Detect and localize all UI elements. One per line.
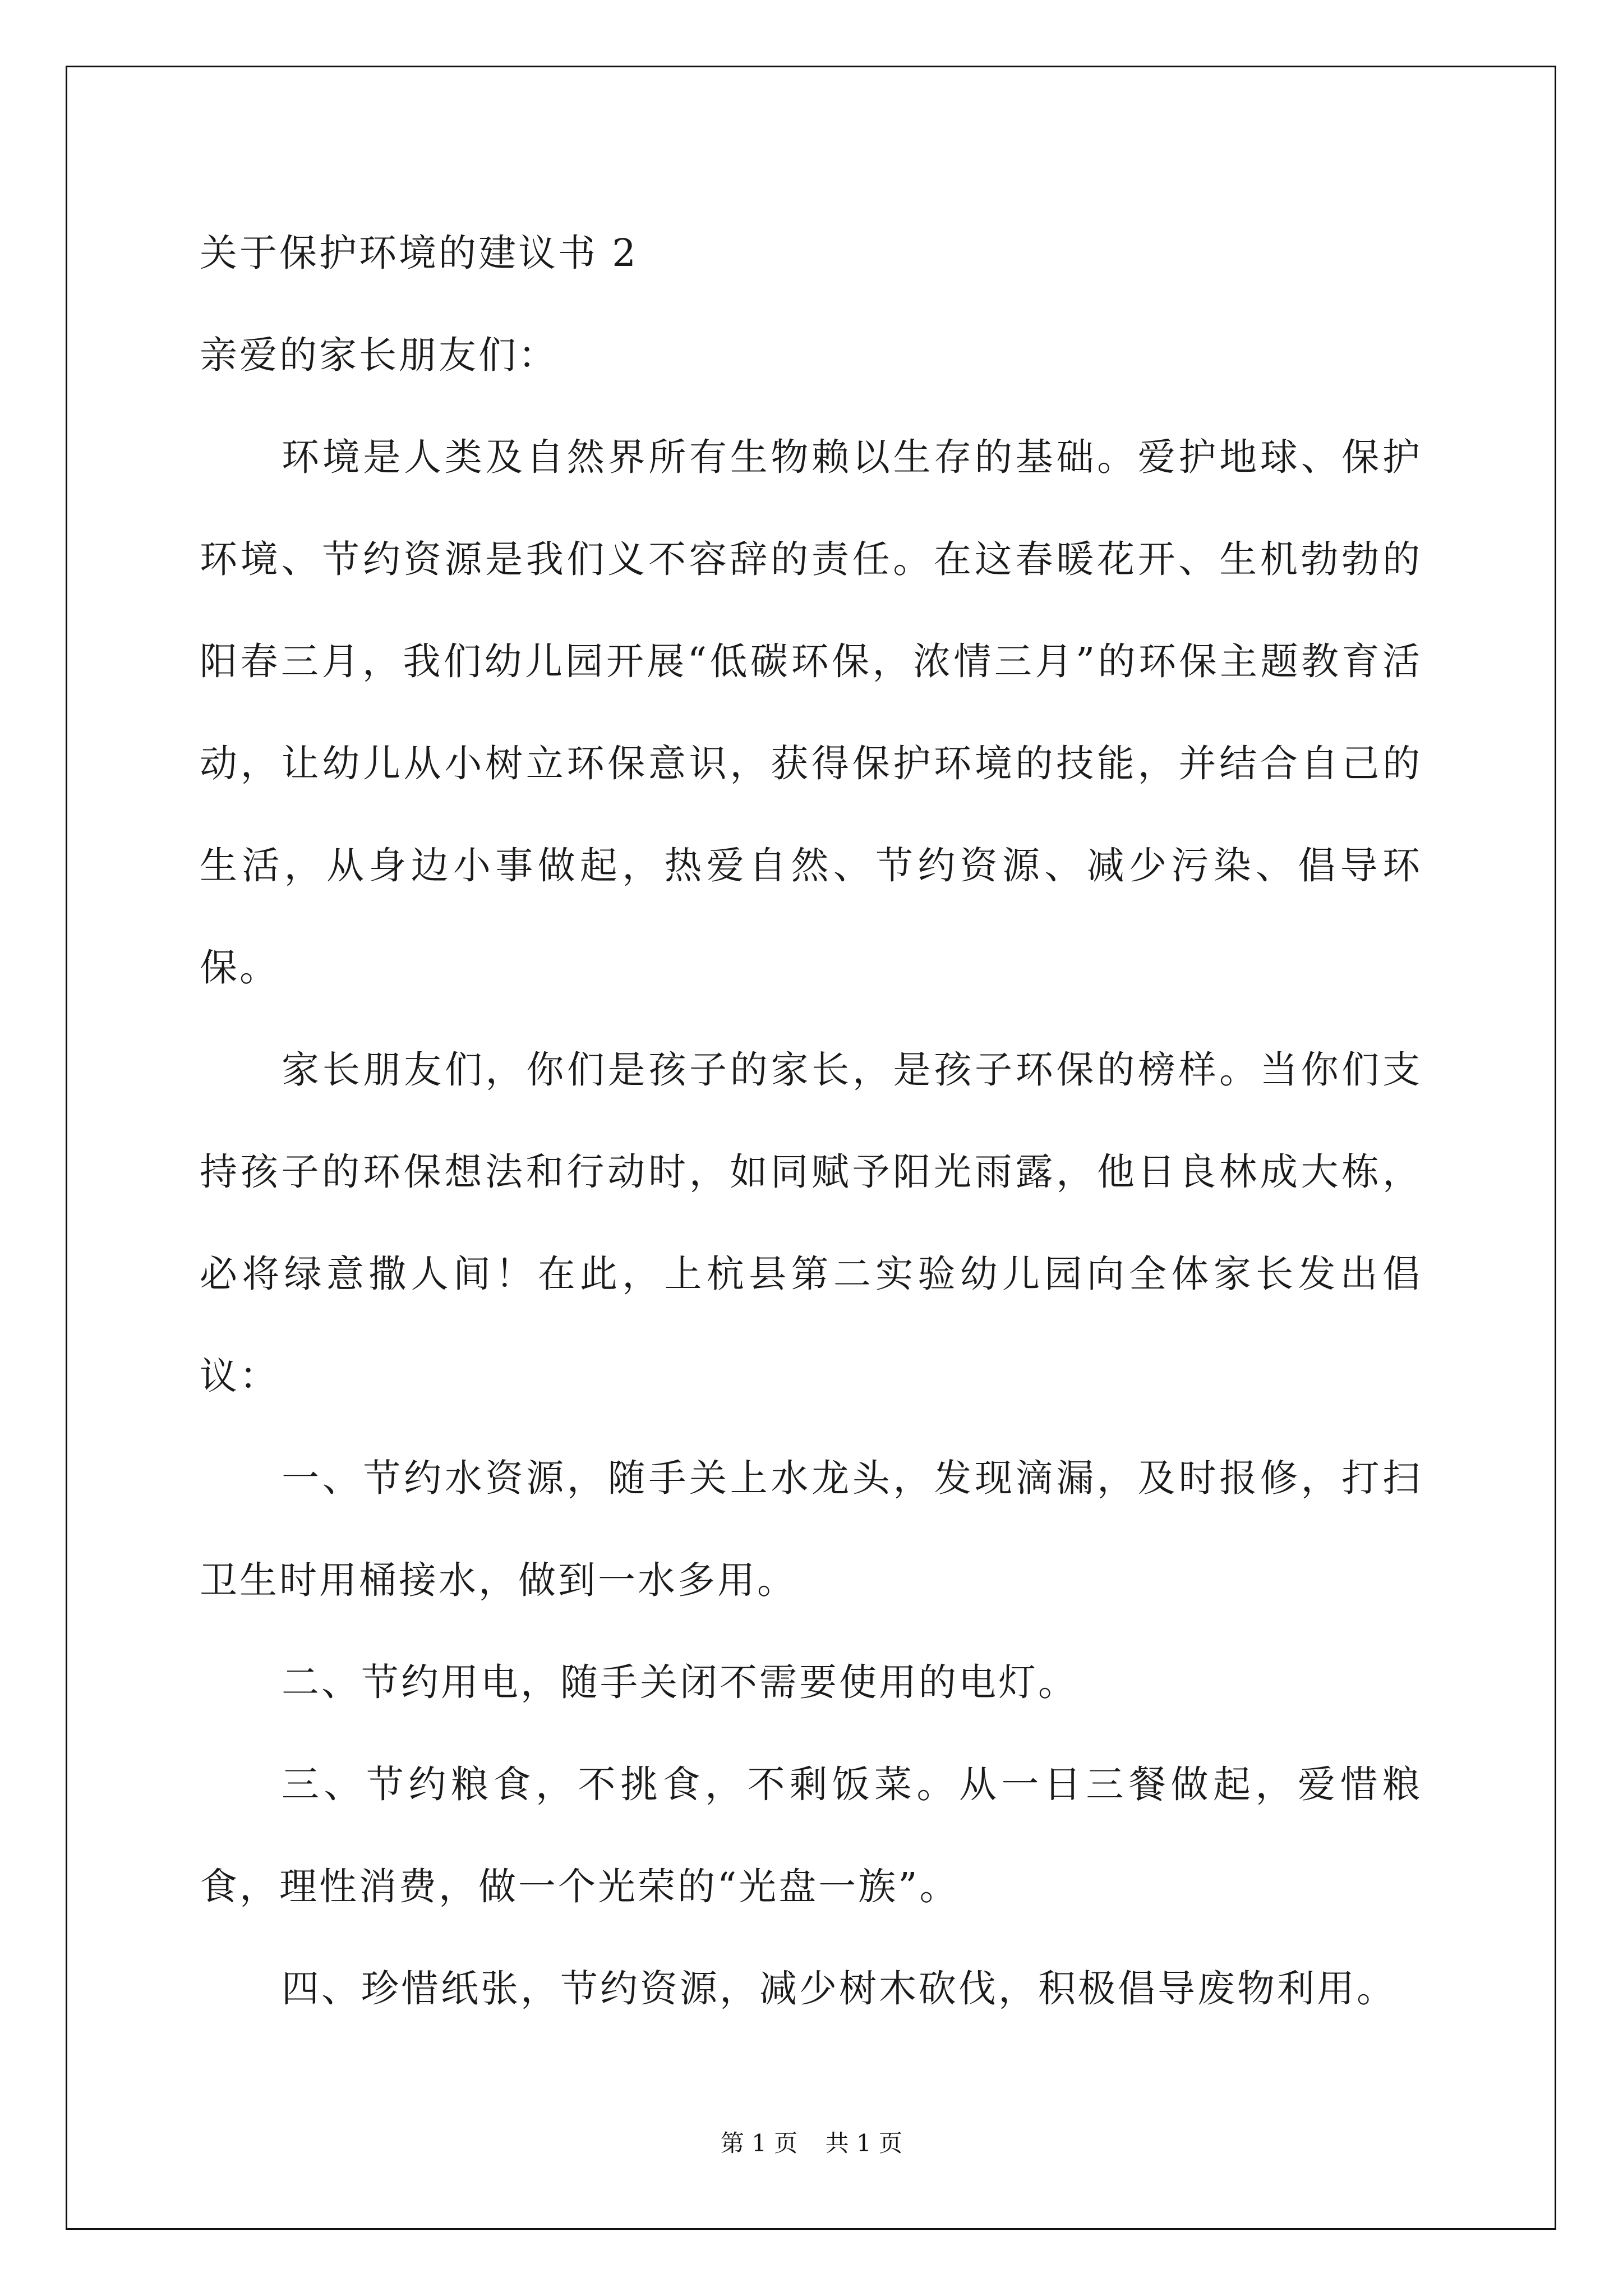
document-title: 关于保护环境的建议书 2 — [200, 231, 638, 275]
page-total: 共 1 页 — [825, 2129, 903, 2157]
paragraph-intro: 环境是人类及自然界所有生物赖以生存的基础。爱护地球、保护环境、节约资源是我们义不容辞的责任。在这春暖花开、生机勃勃的阳春三月，我们幼儿园开展“低碳环保，浓情三月”的环保主题教育活动，让幼儿从小树立环保意识，获得保护环境的技能，并结合自己的生活，从身边小事做起，热爱自然、节约资源、减少污染、倡导环保。 — [200, 435, 1422, 990]
page-number: 第 1 页 — [720, 2129, 798, 2157]
salutation: 亲爱的家长朋友们： — [200, 333, 558, 377]
paragraph-item-2: 二、节约用电，随手关闭不需要使用的电灯。 — [282, 1660, 1078, 1704]
paragraph-item-4: 四、珍惜纸张，节约资源，减少树木砍伐，积极倡导废物利用。 — [282, 1967, 1396, 2010]
paragraph-item-1: 一、节约水资源，随手关上水龙头，发现滴漏，及时报修，打扫卫生时用桶接水，做到一水多用。 — [200, 1456, 1422, 1602]
page-footer — [0, 2125, 1623, 2159]
paragraph-parents: 家长朋友们，你们是孩子的家长，是孩子环保的榜样。当你们支持孩子的环保想法和行动时，如同赋予阳光雨露，他日良林成大栋，必将绿意撒人间！在此，上杭县第二实验幼儿园向全体家长发出倡议： — [200, 1048, 1422, 1398]
document-body — [200, 202, 1422, 2040]
paragraph-item-3: 三、节约粮食，不挑食，不剩饭菜。从一日三餐做起，爱惜粮食，理性消费，做一个光荣的“光盘一族”。 — [200, 1763, 1422, 1908]
